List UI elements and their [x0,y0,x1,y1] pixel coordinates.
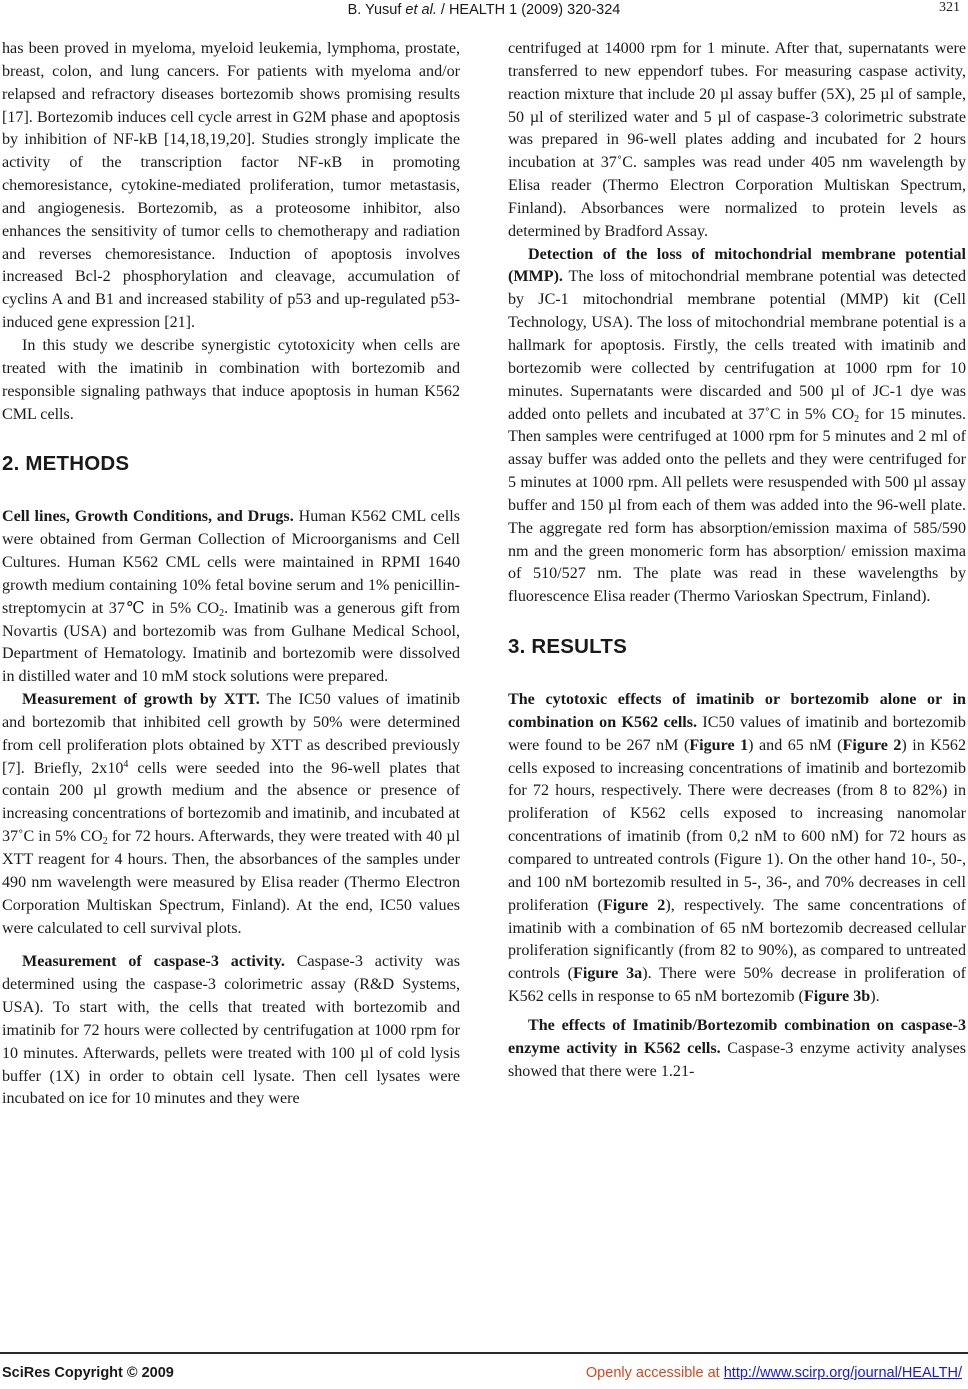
mmp-paragraph: Detection of the loss of mitochondrial membrane potential (MMP). The loss of mitochondrial membrane potential was detected by JC-1 mitochondrial membrane potential (MMP) kit (Cell Technology, USA). The loss of mitochondrial membrane potential is a hallmark for apoptosis. Firstly, the cells treated with imatinib and bortezomib were collected by centrifugation at 1000 rpm for 10 minutes. Supernatants were discarded and 500 µl of JC-1 dye was added onto pellets and incubated at 37˚C in 5% $CO_2$ for 15 minutes. Then samples were centrifuged at 1000 rpm for 5 minutes and 2 ml of assay buffer was added onto the pellets and they were centrifuged for 5 minutes at 1000 rpm. All pellets were resuspended with 500 µl assay buffer and 150 µl from each of them was added into the 96-well plate. The aggregate red form has absorption/emission maxima of 585/590 nm and the green monomeric form has absorption/ emission maxima of 510/527 nm. The plate was read in these wavelengths by fluorescence Elisa reader (Thermo Varioskan Spectrum, Finland). [508,245,966,606]
methods-heading: 2. METHODS [2,452,130,476]
page-number: 321 [939,0,960,15]
cytotoxic-effects-paragraph: The cytotoxic effects of imatinib or bortezomib alone or in combination on K562 cells. IC50 values of imatinib and bortezomib were found to be 267 nM (Figure 1) and 65 nM (Figure 2) in K562 cells exposed to increasing concentrations of imatinib and bortezomib for 72 hours, respectively. There were decreases (from 8 to 82%) in proliferation of K562 cells exposed to increasing nanomolar concentrations of imatinib (from 0,2 nM to 600 nM) for 72 hours as compared to untreated controls (Figure 1). On the other hand 10-, 50-, and 100 nM bortezomib resulted in 5-, 36-, and 70% decreases in cell proliferation (Figure 2), respectively. The same concentrations of imatinib with a combination of 65 nM bortezomib decreased cellular proliferation significantly (from 82 to 90%), as compared to untreated controls (Figure 3a). There were 50% decrease in proliferation of K562 cells in response to 65 nM bortezomib (Figure 3b). [508,691,967,1006]
caspase-effects-paragraph: The effects of Imatinib/Bortezomib combination on caspase-3 enzyme activity in K562 cells. Caspase-3 enzyme activity analyses showed that there were 1.21- [508,1016,966,1080]
xtt-title: Measurement of growth by XTT. [22,691,260,709]
caspase-title: Measurement of caspase-3 activity. [22,953,285,971]
intro-paragraph-continued: has been proved in myeloma, myeloid leukemia, lymphoma, prostate, breast, colon, and lung cancers. For patients with myeloma and/or relapsed and refractory diseases bortezomib shows promising results [17]. Bortezomib induces cell cycle arrest in G2M phase and apoptosis by inhibition of NF-kB [14,18,19,20]. Studies strongly implicate the activity of the transcription factor NF-κB in promoting chemoresistance, cytokine-mediated proliferation, tumor metastasis, and angiogenesis. Bortezomib, as a proteosome inhibitor, also enhances the sensitivity of tumor cells to chemotherapy and radiation and reverses chemoresistance. Induction of apoptosis involves increased Bcl-2 phosphorylation and cleavage, accumulation of cyclins A and B1 and increased stability of p53 and up-regulated p53-induced gene expression [21]. [2,40,460,332]
cell-lines-title: Cell lines, Growth Conditions, and Drugs. [2,508,294,526]
footer-access-label: Openly accessible at [585,1365,724,1381]
figure-2-ref: Figure 2 [842,736,902,754]
footer-copyright: SciRes Copyright © 2009 [2,1365,174,1381]
xtt-paragraph: Measurement of growth by XTT. The IC50 values of imatinib and bortezomib that inhibited cell growth by 50% were determined from cell proliferation plots obtained by XTT as described previously [7]. Briefly, $2x10^4$ cells were seeded into the 96-well plates that contain 200 µl growth medium and the absence or presence of increasing concentrations of bortezomib and imatinib, and incubated at 37˚C in 5% $CO_2$ for 72 hours. Afterwards, they were treated with 40 µl XTT reagent for 4 hours. Then, the absorbances of the samples under 490 nm wavelength were measured by Elisa reader (Thermo Electron Corporation Multiskan Spectrum, Finland). At the end, IC50 values were calculated to cell survival plots. [2,691,460,937]
caspase-paragraph-continued: centrifuged at 14000 rpm for 1 minute. After that, supernatants were transferred to new eppendorf tubes. For measuring caspase activity, reaction mixture that include 20 µl assay buffer (5X), 25 µl of sample, 50 µl of sterilized water and 5 µl of caspase-3 colorimetric substrate was prepared in 96-well plates adding and incubated for 2 hours incubation at 37˚C. samples was read under 405 nm wavelength by Elisa reader (Thermo Electron Corporation Multiskan Spectrum, Finland). Absorbances were normalized to protein levels as determined by Bradford Assay. [508,40,966,240]
results-heading: 3. RESULTS [508,635,627,659]
header-etal: et al. [405,2,437,18]
footer-divider [0,1352,968,1354]
study-description-paragraph: In this study we describe synergistic cytotoxicity when cells are treated with the imatinib in combination with bortezomib and responsible signaling pathways that induce apoptosis in human K562 CML cells. [2,336,460,423]
figure-3a-ref: Figure 3a [573,965,643,983]
figure-3b-ref: Figure 3b [803,988,871,1006]
cytotoxic-effects-title: The cytotoxic effects of imatinib or bortezomib alone or in combination on K562 cells. [508,691,966,731]
figure-1-ref: Figure 1 [689,736,749,754]
caspase-effects-title: The effects of Imatinib/Bortezomib combination on caspase-3 enzyme activity in K562 cells. [508,1016,966,1057]
caspase-paragraph: Measurement of caspase-3 activity. Caspase-3 activity was determined using the caspase-3 colorimetric assay (R&D Systems, USA). To start with, the cells that treated with bortezomib and imatinib for 72 hours were collected by centrifugation at 1000 rpm for 10 minutes. Afterwards, pellets were treated with 100 µl of cold lysis buffer (1X) in order to obtain cell lysate. Then cell lysates were incubated on ice for 10 minutes and they were [2,953,460,1108]
journal-url-link[interactable]: http://www.scirp.org/journal/HEALTH/ [723,1365,962,1381]
mmp-title: Detection of the loss of mitochondrial membrane potential (MMP). [508,245,966,286]
right-column [508,38,966,1083]
left-column [2,38,460,1111]
cell-lines-paragraph: Cell lines, Growth Conditions, and Drugs. Human K562 CML cells were obtained from German Collection of Microorganisms and Cell Cultures. Human K562 CML cells were maintained in RPMI 1640 growth medium containing 10% fetal bovine serum and 1% penicillin-streptomycin at 37℃ in 5% $CO_2$. Imatinib was a generous gift from Novartis (USA) and bortezomib was from Gulhane Medical School, Department of Hematology. Imatinib and bortezomib were dissolved in distilled water and 10 mM stock solutions were prepared. [2,508,461,686]
header-journal: / HEALTH 1 (2009) 320-324 [440,2,621,18]
footer-access [586,1365,962,1381]
running-header [0,2,968,22]
figure-2-ref-second: Figure 2 [602,896,666,914]
header-author: B. Yusuf [347,2,402,18]
